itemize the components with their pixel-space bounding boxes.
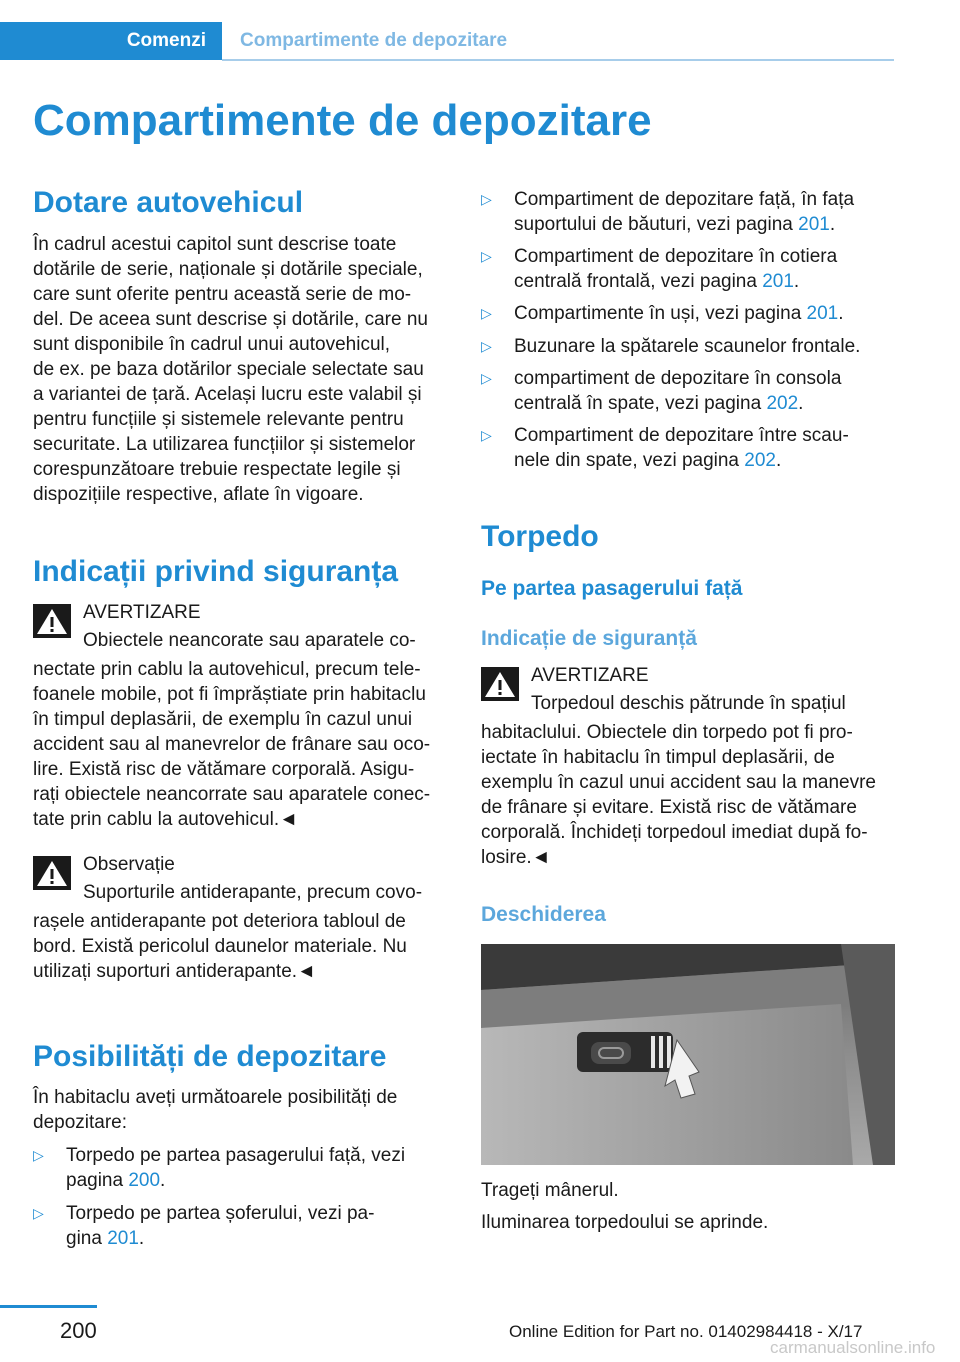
glovebox-warning-text: habitaclului. Obiectele din torpedo pot fi pro- iectate în habitaclu în timpul deplasării, de exemplu în cazul unui accident sau la manevre de frânare și evitare. Există risc de vătămare corporală. Închideți torpedoul imediat după fo- losire.◄ bbox=[481, 722, 877, 868]
triangle-bullet-icon: ▷ bbox=[481, 427, 492, 443]
header-rule bbox=[222, 59, 894, 61]
triangle-bullet-icon: ▷ bbox=[481, 370, 492, 386]
heading-passenger-side: Pe partea pasagerului față bbox=[481, 577, 743, 600]
heading-vehicle-equipment: Dotare autovehicul bbox=[33, 186, 304, 219]
triangle-bullet-icon: ▷ bbox=[33, 1205, 44, 1221]
warning-1-text: nectate prin cablu la autovehicul, precum tele- foanele mobile, pot fi împrăștiate prin habitaclu în timpul deplasării, de exemplu în cazul unui accident sau al manevrelor de frânare sau oco- lire. Există risc de vătămare corporală. Asigu- rați obiectele neancorrate sau aparatele conec- tate prin cablu la autovehicul.◄ bbox=[33, 659, 431, 830]
page-title: Compartimente de depozitare bbox=[33, 96, 652, 145]
footer-rule bbox=[0, 1305, 97, 1308]
edition-info: Online Edition for Part no. 01402984418 - X/17 bbox=[509, 1322, 863, 1341]
watermark: carmanualsonline.info bbox=[770, 1338, 936, 1357]
notice-label: Observație bbox=[83, 854, 175, 875]
chapter-header bbox=[0, 0, 960, 62]
page-link[interactable]: 202 bbox=[766, 393, 799, 414]
page-link[interactable]: 201 bbox=[806, 303, 839, 324]
chapter-tab[interactable]: Comenzi bbox=[0, 22, 222, 60]
warning-label: AVERTIZARE bbox=[83, 602, 201, 623]
warning-triangle-icon bbox=[33, 604, 71, 638]
heading-glovebox: Torpedo bbox=[481, 520, 599, 553]
page-link[interactable]: 200 bbox=[128, 1170, 161, 1191]
heading-storage-options: Posibilități de depozitare bbox=[33, 1040, 387, 1073]
heading-safety-notes: Indicații privind siguranța bbox=[33, 555, 399, 588]
notice-first-line: Suporturile antiderapante, precum covo- bbox=[83, 882, 423, 903]
vehicle-equipment-text: În cadrul acestui capitol sunt descrise toate dotările de serie, naționale și dotările speciale, care sunt oferite pentru această serie de mo- del. De aceea sunt descrise și dotările, care nu sunt disponibile în cadrul unui autovehicul, de ex. pe baza dotărilor speciale selectate sau a variantei de țară. Același lucru este valabil și pentru funcțiile și sistemele relevante pentru securitate. La utilizarea funcțiilor și sistemelor corespunzătoare trebuie respectate legile și dispozițiile respective, aflate în vigoare. bbox=[33, 234, 428, 505]
breadcrumb: Compartimente de depozitare bbox=[240, 30, 508, 51]
warning-first-line: Torpedoul deschis pătrunde în spațiul bbox=[531, 693, 846, 714]
notice-triangle-icon bbox=[33, 856, 71, 890]
heading-safety-note: Indicație de siguranță bbox=[481, 627, 697, 650]
triangle-bullet-icon: ▷ bbox=[33, 1147, 44, 1163]
triangle-bullet-icon: ▷ bbox=[481, 305, 492, 321]
page-link[interactable]: 201 bbox=[107, 1228, 139, 1249]
triangle-bullet-icon: ▷ bbox=[481, 248, 492, 264]
page-link[interactable]: 201 bbox=[762, 271, 794, 292]
triangle-bullet-icon: ▷ bbox=[481, 338, 492, 354]
storage-options-intro: În habitaclu aveți următoarele posibilități de depozitare: bbox=[33, 1087, 398, 1133]
page-link[interactable]: 201 bbox=[798, 214, 830, 235]
warning-triangle-icon bbox=[481, 667, 519, 701]
opening-steps: Trageți mânerul. Iluminarea torpedoului se aprinde. bbox=[481, 1180, 769, 1233]
page-link[interactable]: 202 bbox=[744, 450, 776, 471]
warning-first-line: Obiectele neancorate sau aparatele co- bbox=[83, 630, 416, 651]
heading-opening: Deschiderea bbox=[481, 903, 606, 926]
notice-text: rașele antiderapante pot deteriora tabloul de bord. Există pericolul daunelor materiale. Nu utilizați suporturi antiderapante.◄ bbox=[33, 911, 407, 982]
page-number: 200 bbox=[60, 1318, 97, 1343]
triangle-bullet-icon: ▷ bbox=[481, 191, 492, 207]
warning-label: AVERTIZARE bbox=[531, 665, 649, 686]
glovebox-handle-photo bbox=[481, 944, 895, 1165]
